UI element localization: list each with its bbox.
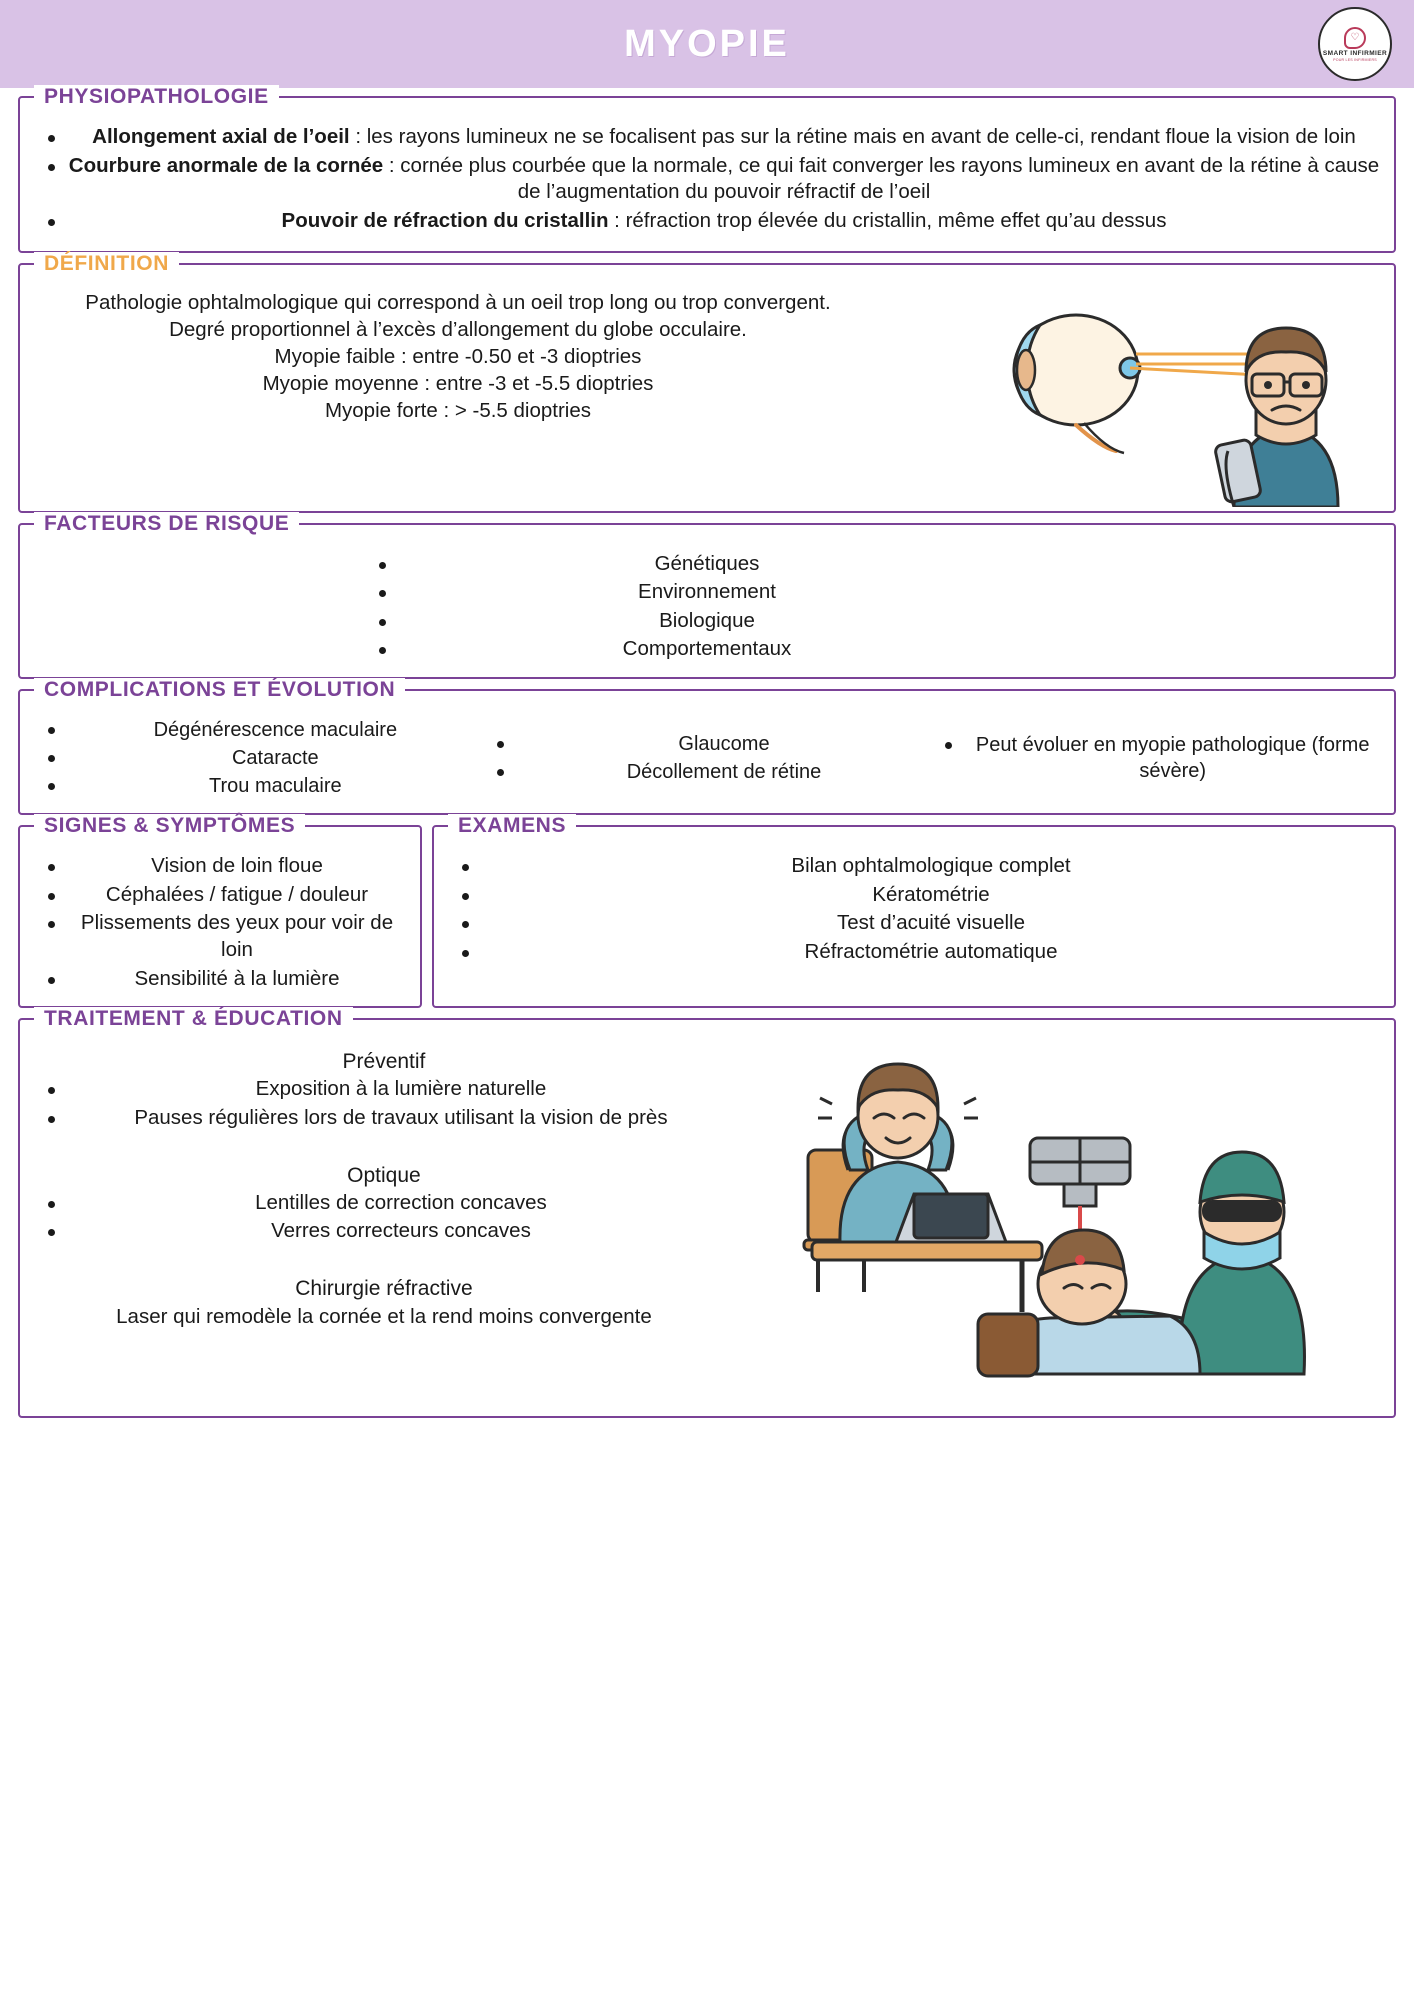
definition-line: Degré proportionnel à l’excès d’allongement du globe occulaire. [169, 317, 747, 341]
brand-logo [1318, 7, 1392, 81]
definition-line: Myopie moyenne : entre -3 et -5.5 dioptries [262, 371, 654, 395]
section-facteurs-de-risque [18, 511, 1396, 680]
section-examens [432, 814, 1396, 1008]
list-item: Cataracte [34, 745, 483, 771]
section-definition [18, 251, 1396, 513]
signes-list [34, 853, 406, 992]
list-item: Verres correcteurs concaves [34, 1218, 734, 1245]
list-item: Sensibilité à la lumière [34, 966, 406, 993]
item-term: Allongement axial de l’oeil [92, 125, 350, 148]
list-item [34, 124, 1380, 151]
section-legend-physiopathologie: PHYSIOPATHOLOGIE [34, 85, 279, 109]
traitement-group-title: Optique [347, 1163, 421, 1187]
definition-line: Myopie forte : > -5.5 dioptries [324, 398, 592, 422]
item-term: Courbure anormale de la cornée [68, 153, 384, 177]
list-item: Lentilles de correction concaves [34, 1190, 734, 1217]
complications-columns [34, 717, 1380, 801]
section-complications [18, 678, 1396, 815]
list-item [34, 208, 1380, 235]
list-item: Réfractométrie automatique [448, 939, 1380, 966]
traitement-group-title: Chirurgie réfractive [295, 1276, 473, 1300]
item-text: : cornée plus courbée que la normale, ce qui fait converger les rayons lumineux en avant de la rétine à cause de l’augmentation du pouvoir réfractif de l’oeil [383, 153, 1380, 204]
list-item: Céphalées / fatigue / douleur [34, 882, 406, 909]
section-legend-definition: DÉFINITION [34, 252, 179, 276]
signes-examens-row [18, 814, 1396, 1018]
brand-tagline: POUR LES INFIRMIERS [1333, 57, 1377, 62]
list-item: Test d’acuité visuelle [448, 910, 1380, 937]
complications-col-3 [931, 732, 1380, 786]
brand-name: SMART INFIRMIER [1322, 49, 1388, 57]
list-item: Décollement de rétine [483, 759, 932, 785]
list-item [34, 153, 1380, 206]
section-legend-facteurs: FACTEURS DE RISQUE [34, 512, 299, 536]
examens-list [448, 853, 1380, 966]
traitement-group-text: Laser qui remodèle la cornée et la rend moins convergente [116, 1304, 652, 1328]
list-item: Environnement [34, 579, 1380, 606]
section-legend-signes: SIGNES & SYMPTÔMES [34, 814, 305, 838]
heart-pin-icon: ♡ [1344, 27, 1366, 49]
section-traitement-education [18, 1007, 1396, 1418]
list-item: Vision de loin floue [34, 853, 406, 880]
list-item: Comportementaux [34, 636, 1380, 663]
section-signes-symptomes [18, 814, 422, 1008]
traitement-body [34, 1050, 734, 1330]
section-legend-complications: COMPLICATIONS ET ÉVOLUTION [34, 678, 405, 702]
eye-and-man-illustration [984, 292, 1384, 507]
list-item: Dégénérescence maculaire [34, 717, 483, 743]
list-item: Kératométrie [448, 882, 1380, 909]
section-legend-examens: EXAMENS [448, 814, 576, 838]
list-item: Trou maculaire [34, 773, 483, 799]
section-legend-traitement: TRAITEMENT & ÉDUCATION [34, 1007, 353, 1031]
list-item: Glaucome [483, 731, 932, 757]
item-term: Pouvoir de réfraction du cristallin [281, 208, 609, 232]
traitement-illustration [788, 1030, 1388, 1410]
definition-line: Pathologie ophtalmologique qui correspond à un oeil trop long ou trop convergent. [85, 290, 831, 314]
complications-col-2 [483, 731, 932, 787]
list-item: Peut évoluer en myopie pathologique (forme sévère) [931, 732, 1380, 784]
item-text: : réfraction trop élevée du cristallin, même effet qu’au dessus [608, 208, 1167, 232]
physiopathologie-list [34, 124, 1380, 235]
traitement-group-title: Préventif [342, 1050, 426, 1074]
definition-line: Myopie faible : entre -0.50 et -3 dioptries [274, 344, 642, 368]
page-header [0, 0, 1414, 88]
definition-body [34, 289, 882, 424]
complications-col-1 [34, 717, 483, 801]
item-text: : les rayons lumineux ne se focalisent pas sur la rétine mais en avant de celle-ci, rendant floue la vision de loin [349, 125, 1356, 148]
list-item: Exposition à la lumière naturelle [34, 1076, 734, 1103]
list-item: Bilan ophtalmologique complet [448, 853, 1380, 880]
facteurs-list [34, 551, 1380, 664]
list-item: Biologique [34, 608, 1380, 635]
section-physiopathologie [18, 85, 1396, 253]
page-body [0, 85, 1414, 1434]
list-item: Génétiques [34, 551, 1380, 578]
list-item: Plissements des yeux pour voir de loin [34, 910, 406, 963]
list-item: Pauses régulières lors de travaux utilisant la vision de près [34, 1105, 734, 1132]
page-title: MYOPIE [624, 22, 790, 65]
